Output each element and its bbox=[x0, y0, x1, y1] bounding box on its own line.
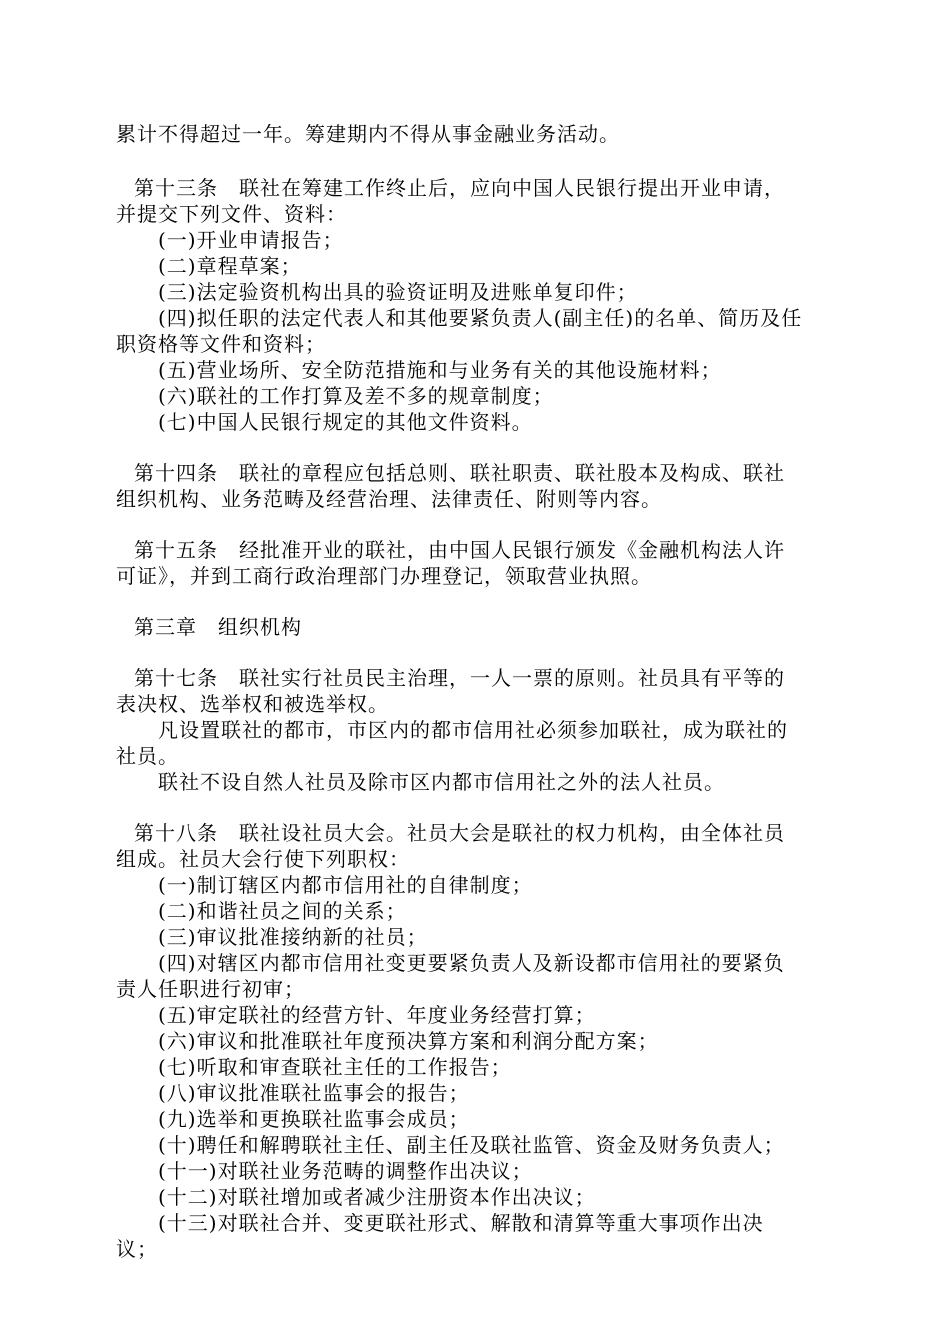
article-heading-line: 第十五条 经批准开业的联社，由中国人民银行颁发《金融机构法人许 bbox=[134, 538, 785, 562]
text-line: 组织机构、业务范畴及经营治理、法律责任、附则等内容。 bbox=[116, 487, 662, 511]
list-item: (四)拟任职的法定代表人和其他要紧负责人(副主任)的名单、简历及任 bbox=[158, 306, 803, 330]
article-heading-line: 第十八条 联社设社员大会。社员大会是联社的权力机构，由全体社员 bbox=[134, 821, 785, 845]
list-item: (六)联社的工作打算及差不多的规章制度； bbox=[158, 384, 554, 408]
indented-paragraph-line: 凡设置联社的都市，市区内的都市信用社必须参加联社，成为联社的 bbox=[158, 718, 788, 742]
list-item: (二)章程草案； bbox=[158, 254, 302, 278]
text-line: 表决权、选举权和被选举权。 bbox=[116, 692, 389, 716]
text-line: 累计不得超过一年。筹建期内不得从事金融业务活动。 bbox=[116, 122, 620, 146]
list-item: (十三)对联社合并、变更联社形式、解散和清算等重大事项作出决 bbox=[158, 1211, 764, 1235]
list-item: (十一)对联社业务范畴的调整作出决议； bbox=[158, 1159, 533, 1183]
list-item: (八)审议批准联社监事会的报告； bbox=[158, 1081, 470, 1105]
text-line: 组成。社员大会行使下列职权： bbox=[116, 847, 410, 871]
chapter-heading: 第三章 组织机构 bbox=[134, 615, 302, 639]
list-item: (五)审定联社的经营方针、年度业务经营打算； bbox=[158, 1003, 596, 1027]
text-line: 可证》，并到工商行政治理部门办理登记，领取营业执照。 bbox=[116, 564, 652, 588]
text-line: 社员。 bbox=[116, 744, 179, 768]
list-item: (六)审议和批准联社年度预决算方案和利润分配方案； bbox=[158, 1029, 659, 1053]
list-item: (五)营业场所、安全防范措施和与业务有关的其他设施材料； bbox=[158, 358, 722, 382]
list-item: (二)和谐社员之间的关系； bbox=[158, 899, 407, 923]
list-item: (十)聘任和解聘联社主任、副主任及联社监管、资金及财务负责人； bbox=[158, 1133, 785, 1157]
list-item: (一)开业申请报告； bbox=[158, 228, 344, 252]
list-item: (七)中国人民银行规定的其他文件资料。 bbox=[158, 410, 533, 434]
list-item: (十二)对联社增加或者减少注册资本作出决议； bbox=[158, 1185, 596, 1209]
list-item: (四)对辖区内都市信用社变更要紧负责人及新设都市信用社的要紧负 bbox=[158, 951, 785, 975]
text-line: 并提交下列文件、资料： bbox=[116, 202, 347, 226]
indented-paragraph-line: 联社不设自然人社员及除市区内都市信用社之外的法人社员。 bbox=[158, 770, 725, 794]
list-item: (七)听取和审查联社主任的工作报告； bbox=[158, 1055, 512, 1079]
article-heading-line: 第十七条 联社实行社员民主治理，一人一票的原则。社员具有平等的 bbox=[134, 666, 785, 690]
text-line: 议； bbox=[116, 1237, 158, 1261]
list-item: (三)法定验资机构出具的验资证明及进账单复印件； bbox=[158, 280, 638, 304]
list-item: (一)制订辖区内都市信用社的自律制度； bbox=[158, 873, 533, 897]
text-line: 职资格等文件和资料； bbox=[116, 332, 326, 356]
list-item: (九)选举和更换联社监事会成员； bbox=[158, 1107, 470, 1131]
list-item: (三)审议批准接纳新的社员； bbox=[158, 925, 428, 949]
text-line: 责人任职进行初审； bbox=[116, 977, 305, 1001]
article-heading-line: 第十四条 联社的章程应包括总则、联社职责、联社股本及构成、联社 bbox=[134, 461, 785, 485]
article-heading-line: 第十三条 联社在筹建工作终止后，应向中国人民银行提出开业申请， bbox=[134, 176, 785, 200]
